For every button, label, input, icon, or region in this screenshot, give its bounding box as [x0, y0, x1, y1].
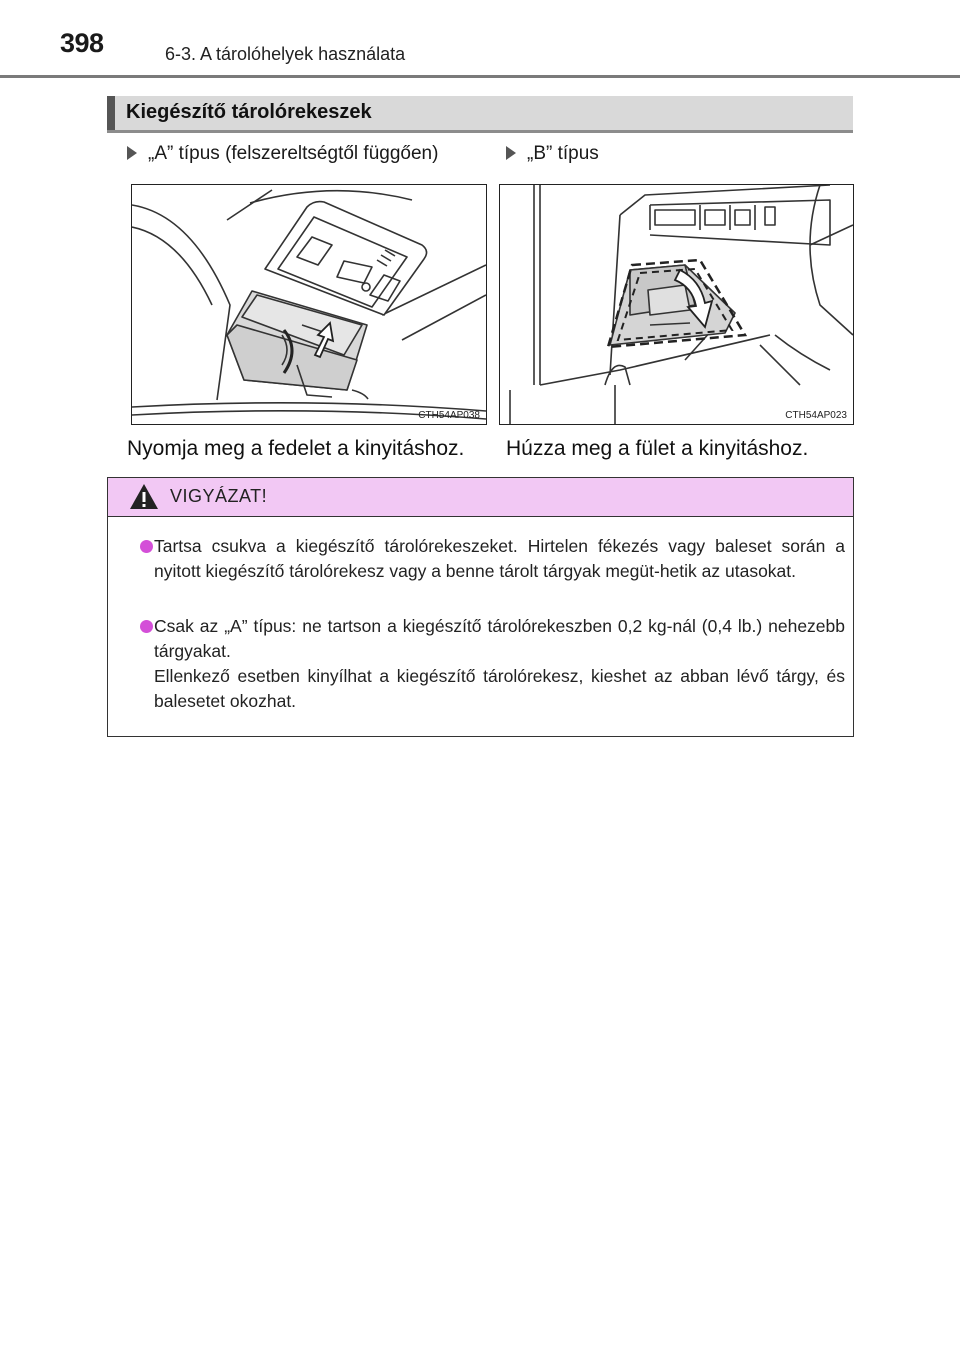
type-a-label — [127, 143, 438, 165]
warning-header — [108, 478, 853, 517]
type-b-label-text: „B” típus — [527, 143, 599, 164]
bullet-icon — [140, 620, 153, 633]
triangle-bullet-icon — [127, 146, 137, 160]
type-a-label-text: „A” típus (felszereltségtől függően) — [148, 143, 439, 164]
page-number: 398 — [60, 28, 104, 58]
triangle-bullet-icon — [506, 146, 516, 160]
warning-item-line: Ellenkező esetben kinyílhat a kiegészítő tárolórekesz, kieshet az abban lévő tárgy, és balesetet okozhat. — [154, 666, 845, 711]
warning-triangle-icon — [129, 483, 159, 510]
header-rule — [0, 75, 960, 78]
running-title: 6-3. A tárolóhelyek használata — [165, 44, 406, 64]
warning-box — [107, 477, 854, 737]
overhead-console-illustration — [132, 185, 486, 424]
warning-item — [140, 614, 845, 714]
bullet-icon — [140, 540, 153, 553]
warning-item-line: Csak az „A” típus: ne tartson a kiegészítő tárolórekeszben 0,2 kg-nál (0,4 lb.) nehezebb tárgyakat. — [154, 616, 845, 661]
warning-item-text: Tartsa csukva a kiegészítő tárolórekeszeket. Hirtelen fékezés vagy baleset során a nyitott kiegészítő tárolórekesz vagy a benne tárolt tárgyak megüt-hetik az utasokat. — [154, 536, 845, 581]
warning-item-text — [154, 614, 845, 714]
dashboard-compartment-illustration — [500, 185, 853, 424]
type-b-label — [506, 143, 599, 165]
section-title-bar — [107, 96, 853, 133]
figure-a-caption: Nyomja meg a fedelet a kinyitáshoz. — [127, 437, 465, 460]
warning-item — [140, 534, 845, 584]
figure-type-a — [131, 184, 487, 425]
section-accent — [107, 96, 115, 130]
section-title: Kiegészítő tárolórekeszek — [126, 101, 372, 123]
figure-b-code: CTH54AP023 — [785, 410, 847, 421]
figure-b-caption: Húzza meg a fület a kinyitáshoz. — [506, 437, 809, 460]
figure-a-code: CTH54AP038 — [418, 410, 480, 421]
warning-title: VIGYÁZAT! — [170, 486, 268, 506]
figure-type-b — [499, 184, 854, 425]
